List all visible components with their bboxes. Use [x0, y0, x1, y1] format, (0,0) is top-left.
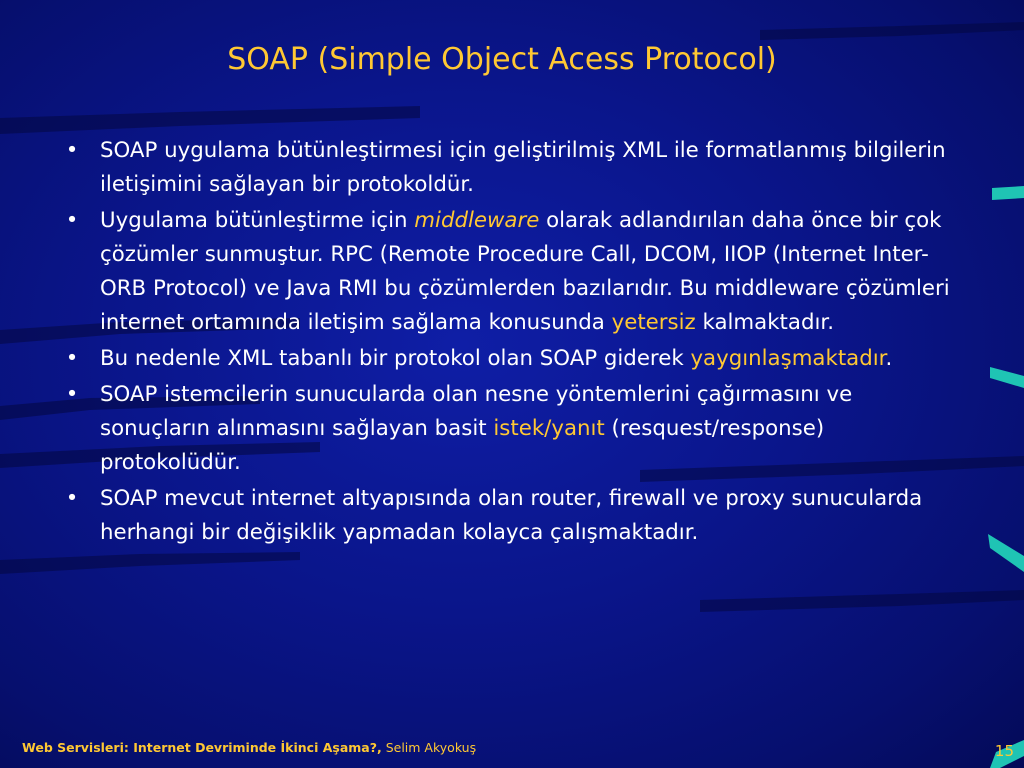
bullet-marker: •: [65, 346, 79, 371]
highlight-term-middleware: middleware: [414, 208, 540, 233]
slide-footer: [22, 740, 476, 756]
slide-title: SOAP (Simple Object Acess Protocol): [227, 42, 777, 77]
highlight-term-yayginlasmaktadir: yaygınlaşmaktadır: [690, 346, 886, 371]
bullet-list: [62, 134, 967, 552]
bullet-item: [62, 342, 967, 376]
footer-author: Selim Akyokuş: [385, 740, 477, 755]
footer-title: Web Servisleri: Internet Devriminde İkinci Aşama?: [22, 740, 377, 755]
bullet-marker: •: [65, 382, 79, 407]
bullet-text-segment: Bu nedenle XML tabanlı bir protokol olan SOAP giderek: [100, 346, 691, 371]
bullet-marker: •: [65, 138, 79, 163]
bullet-text-segment: olarak adlandırılan daha önce bir çok çözümler sunmuştur. RPC (Remote Procedure Call, DCOM, IIOP (Internet Inter-ORB Protocol) ve Java RMI bu çözümlerden bazılarıdır. Bu middleware çözümleri internet ortamında iletişim sağlama konusunda: [100, 208, 950, 335]
bullet-item: [62, 204, 967, 340]
bullet-text-segment: Uygulama bütünleştirme için: [100, 208, 415, 233]
highlight-term-yetersiz: yetersiz: [611, 310, 696, 335]
bullet-text-segment: (resquest/response) protokolüdür.: [100, 416, 825, 475]
teal-accent-marks: [988, 186, 1024, 768]
page-number: 15: [994, 742, 1014, 760]
footer-separator: ,: [376, 740, 382, 755]
bullet-text-segment: .: [885, 346, 893, 371]
bullet-item: [62, 134, 967, 202]
bullet-text-segment: SOAP uygulama bütünleştirmesi için geliştirilmiş XML ile formatlanmış bilgilerin iletişimini sağlayan bir protokoldür.: [100, 138, 946, 197]
bullet-item: [62, 378, 967, 480]
bullet-text-segment: kalmaktadır.: [695, 310, 834, 335]
highlight-term-istek-yanit: istek/yanıt: [493, 416, 605, 441]
bullet-item: [62, 482, 967, 550]
bullet-marker: •: [65, 486, 79, 511]
bullet-text-segment: SOAP istemcilerin sunucularda olan nesne yöntemlerini çağırmasını ve sonuçların alınmasını sağlayan basit: [100, 382, 853, 441]
bullet-text-segment: SOAP mevcut internet altyapısında olan router, firewall ve proxy sunucularda herhangi bir değişiklik yapmadan kolayca çalışmaktadır.: [100, 486, 923, 545]
bullet-marker: •: [65, 208, 79, 233]
